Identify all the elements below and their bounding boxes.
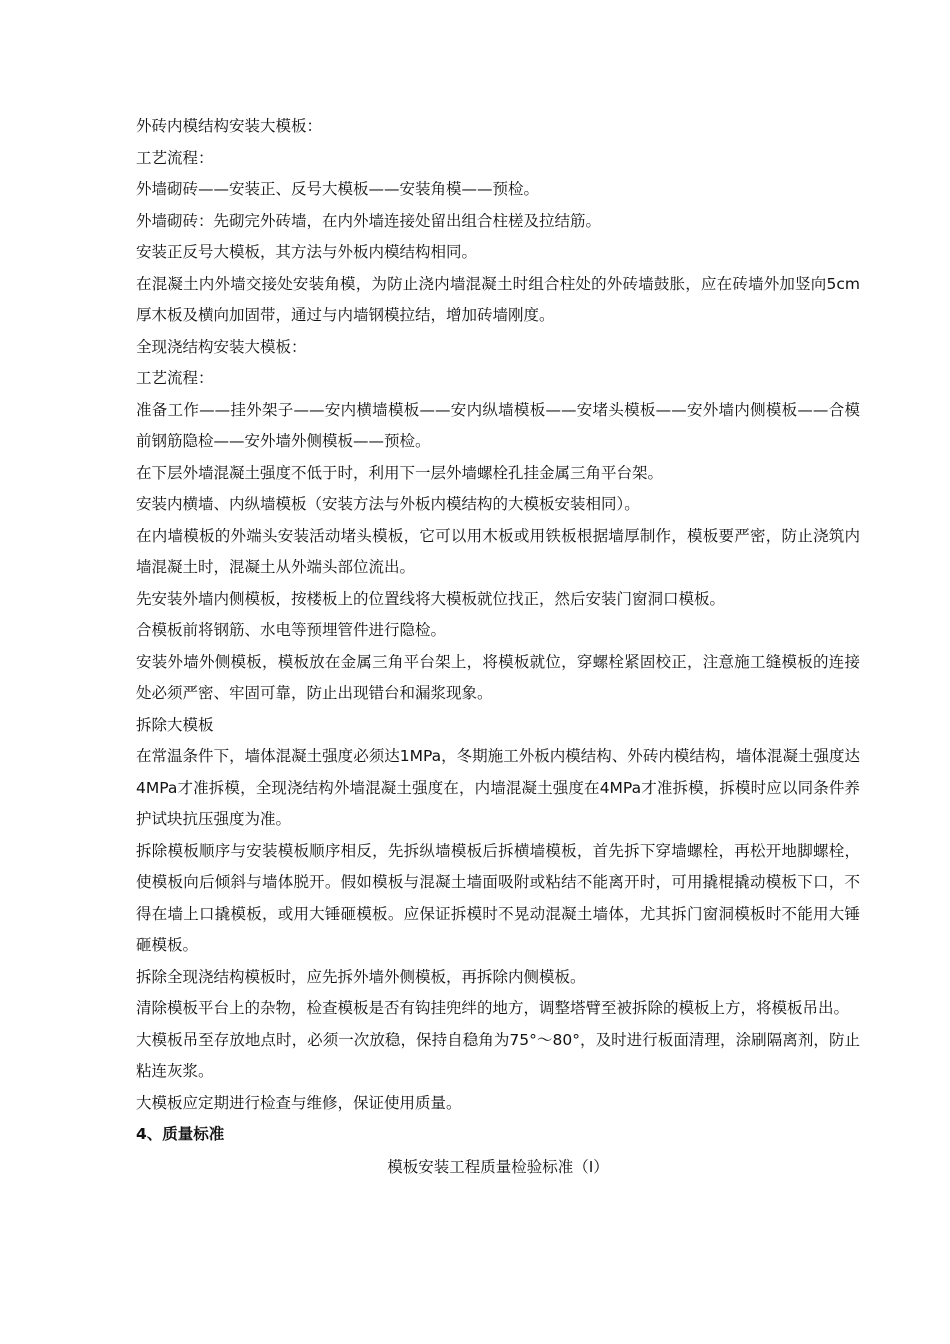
paragraph-process-label: 工艺流程： [136, 369, 214, 387]
paragraph-heading-removal: 拆除大模板 [136, 715, 214, 734]
paragraph-heading-full-cast: 全现浇结构安装大模板： [136, 337, 307, 356]
paragraph: 在内墙模板的外端头安装活动堵头模板，它可以用木板或用铁板根据墙厚制作，模板要严密，防止浇筑内墙混凝土时，混凝土从外端头部位流出。 [136, 526, 860, 576]
paragraph: 先安装外墙内侧模板，按楼板上的位置线将大模板就位找正，然后安装门窗洞口模板。 [136, 589, 726, 608]
paragraph: 安装外墙外侧模板，模板放在金属三角平台架上，将模板就位，穿螺栓紧固校正，注意施工缝模板的连接处必须严密、牢固可靠，防止出现错台和漏浆现象。 [136, 652, 860, 702]
paragraph: 大模板应定期进行检查与维修，保证使用质量。 [136, 1093, 462, 1112]
paragraph: 安装正反号大模板，其方法与外板内模结构相同。 [136, 243, 478, 261]
paragraph: 外墙砌砖——安装正、反号大模板——安装角模——预检。 [136, 180, 540, 198]
paragraph: 外墙砌砖：先砌完外砖墙，在内外墙连接处留出组合柱槎及拉结筋。 [136, 211, 602, 230]
document-body [136, 111, 860, 1183]
paragraph: 安装内横墙、内纵墙模板（安装方法与外板内模结构的大模板安装相同）。 [136, 495, 640, 513]
paragraph: 准备工作——挂外架子——安内横墙模板——安内纵墙模板——安堵头模板——安外墙内侧模板——合模前钢筋隐检——安外墙外侧模板——预检。 [136, 400, 860, 450]
paragraph: 清除模板平台上的杂物，检查模板是否有钩挂兜绊的地方，调整塔臂至被拆除的模板上方，将模板吊出。 [136, 999, 850, 1017]
paragraph: 在下层外墙混凝土强度不低于时，利用下一层外墙螺栓孔挂金属三角平台架。 [136, 463, 664, 482]
paragraph: 在混凝土内外墙交接处安装角模，为防止浇内墙混凝土时组合柱处的外砖墙鼓胀，应在砖墙外加竖向5cm厚木板及横向加固带，通过与内墙钢模拉结，增加砖墙刚度。 [136, 274, 860, 324]
paragraph: 在常温条件下，墙体混凝土强度必须达1MPa，冬期施工外板内模结构、外砖内模结构，墙体混凝土强度达4MPa才准拆模，全现浇结构外墙混凝土强度在，内墙混凝土强度在4MPa才准拆模，拆模时应以同条件养护试块抗压强度为准。 [136, 747, 860, 828]
paragraph: 合模板前将钢筋、水电等预埋管件进行隐检。 [136, 621, 447, 639]
paragraph-process-label: 工艺流程： [136, 148, 214, 167]
section-heading: 4、质量标准 [136, 1125, 225, 1143]
table-caption: 模板安装工程质量检验标准（I） [387, 1157, 609, 1176]
paragraph-heading-brick-outer: 外砖内模结构安装大模板： [136, 117, 323, 135]
paragraph: 拆除模板顺序与安装模板顺序相反，先拆纵墙模板后拆横墙模板，首先拆下穿墙螺栓，再松开地脚螺栓，使模板向后倾斜与墙体脱开。假如模板与混凝土墙面吸附或粘结不能离开时，可用撬棍撬动模板下口，不得在墙上口撬模板，或用大锤砸模板。应保证拆模时不晃动混凝土墙体，尤其拆门窗洞模板时不能用大锤砸模板。 [136, 841, 860, 954]
paragraph: 拆除全现浇结构模板时，应先拆外墙外侧模板，再拆除内侧模板。 [136, 967, 586, 986]
paragraph: 大模板吊至存放地点时，必须一次放稳，保持自稳角为75°～80°，及时进行板面清理，涂刷隔离剂，防止粘连灰浆。 [136, 1030, 860, 1080]
